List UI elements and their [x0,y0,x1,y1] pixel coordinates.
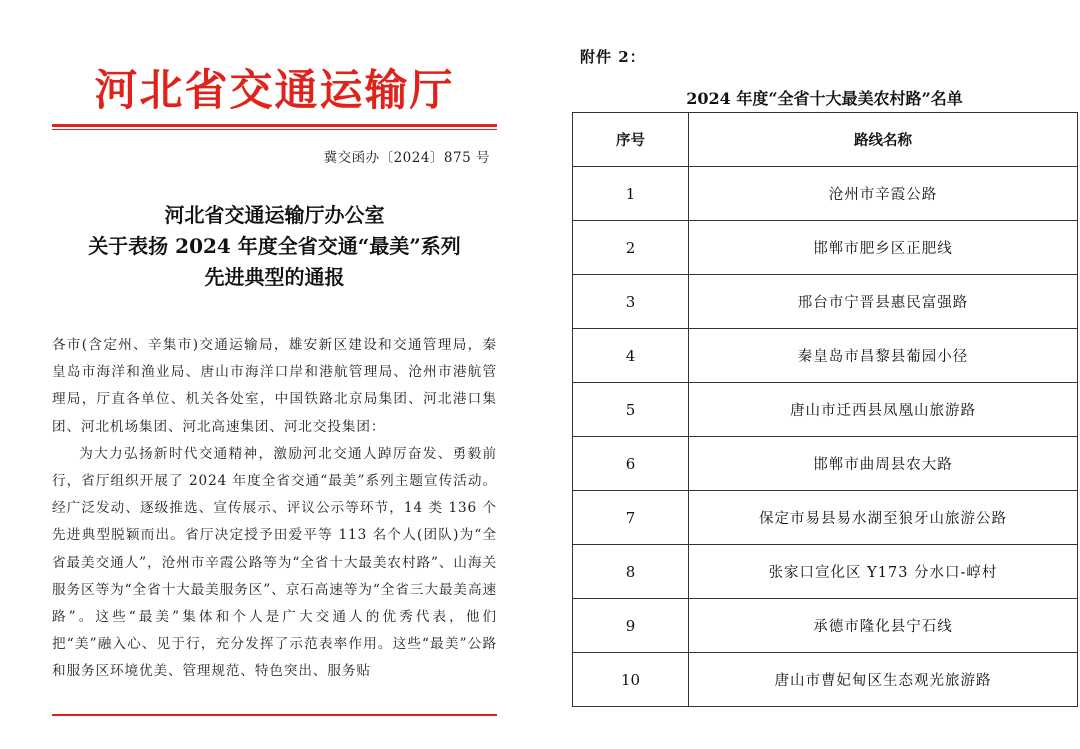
recipients-paragraph: 各市(含定州、辛集市)交通运输局，雄安新区建设和交通管理局，秦皇岛市海洋和渔业局、唐山市海洋口岸和港航管理局、沧州市港航管理局，厅直各单位、机关各处室，中国铁路北京局集团、河北港口集团、河北机场集团、河北高速集团、河北交投集团： [52,337,497,435]
notice-title-line: 河北省交通运输厅办公室 [164,203,385,227]
document-number: 冀交函办〔2024〕875 号 [323,150,490,166]
table-row [573,653,1078,707]
row-index: 2 [573,221,689,275]
table-row [573,491,1078,545]
row-index: 7 [573,491,689,545]
attachment-label: 附件 2： [580,48,646,66]
header-index: 序号 [573,113,689,167]
table-row [573,167,1078,221]
row-index: 4 [573,329,689,383]
row-route-name: 邢台市宁晋县惠民富强路 [689,275,1078,329]
row-route-name: 秦皇岛市昌黎县葡园小径 [689,329,1078,383]
table-row [573,221,1078,275]
row-index: 10 [573,653,689,707]
notice-body [52,332,497,686]
row-index: 1 [573,167,689,221]
footer-red-rule [52,714,497,716]
row-route-name: 承德市隆化县宁石线 [689,599,1078,653]
row-index: 5 [573,383,689,437]
header-route-name: 路线名称 [689,113,1078,167]
row-route-name: 沧州市辛霞公路 [689,167,1078,221]
row-route-name: 唐山市迁西县凤凰山旅游路 [689,383,1078,437]
letterhead-red-rule [52,124,497,127]
notice-title [52,200,497,293]
road-list-table [572,112,1078,707]
list-title: 2024 年度“全省十大最美农村路”名单 [686,89,963,108]
row-index: 3 [573,275,689,329]
row-index: 9 [573,599,689,653]
row-index: 6 [573,437,689,491]
notice-title-line: 先进典型的通报 [204,265,345,289]
row-route-name: 邯郸市肥乡区正肥线 [689,221,1078,275]
table-row [573,437,1078,491]
row-route-name: 保定市易县易水湖至狼牙山旅游公路 [689,491,1078,545]
notice-title-line: 关于表扬 2024 年度全省交通“最美”系列 [88,234,461,258]
agency-letterhead-title: 河北省交通运输厅 [94,66,455,116]
body-paragraph: 为大力弘扬新时代交通精神，激励河北交通人踔厉奋发、勇毅前行，省厅组织开展了 2024 年度全省交通“最美”系列主题宣传活动。经广泛发动、逐级推选、宣传展示、评议公示等环节，14 类 136 个先进典型脱颖而出。省厅决定授予田爱平等 113 名个人(团队)为“全省最美交通人”，沧州市辛霞公路等为“全省十大最美农村路”、山海关服务区等为“全省十大最美服务区”、京石高速等为“全省三大最美高速路”。这些“最美”集体和个人是广大交通人的优秀代表，他们把“美”融入心、见于行，充分发挥了示范表率作用。这些“最美”公路和服务区环境优美、管理规范、特色突出、服务贴 [52,445,497,680]
table-row [573,329,1078,383]
table-row [573,383,1078,437]
table-row [573,275,1078,329]
letterhead-red-rule-thin [52,129,497,130]
table-row [573,599,1078,653]
row-route-name: 张家口宣化区 Y173 分水口-崞村 [689,545,1078,599]
row-route-name: 唐山市曹妃甸区生态观光旅游路 [689,653,1078,707]
table-row [573,545,1078,599]
row-route-name: 邯郸市曲周县农大路 [689,437,1078,491]
table-header-row [573,113,1078,167]
row-index: 8 [573,545,689,599]
